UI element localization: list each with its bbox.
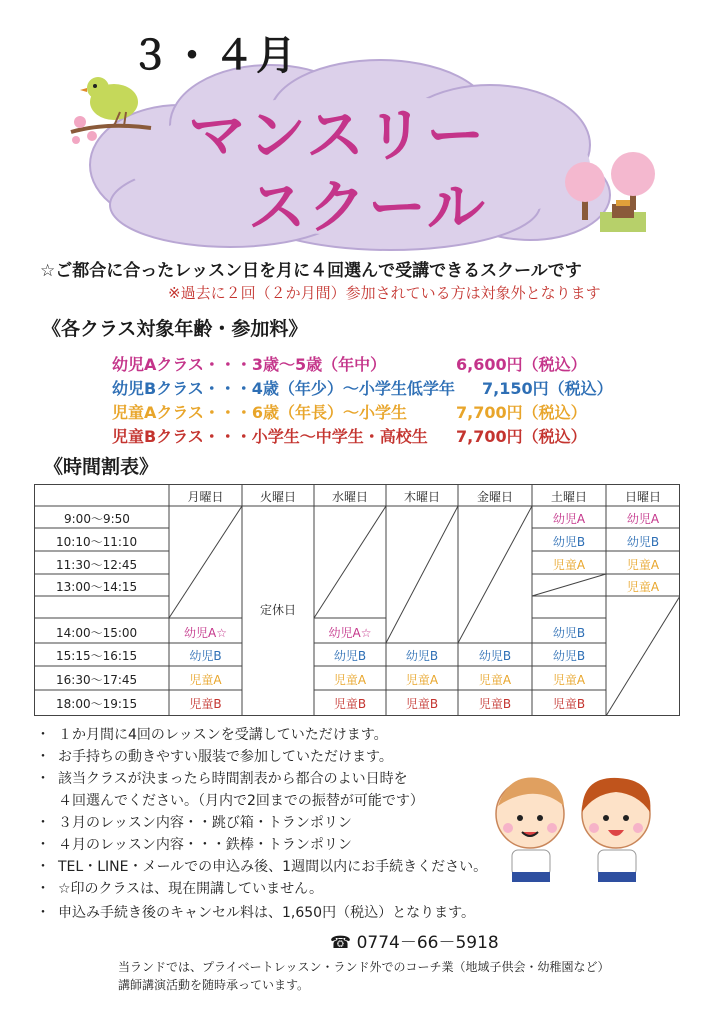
page-title-line2: スクール [248, 173, 487, 241]
class-row [112, 424, 587, 447]
class-price: 6,600円（税込） [456, 355, 587, 374]
slot-class: 幼児B [626, 535, 660, 549]
months-heading: ３・４月 [130, 33, 298, 79]
slot-class: 幼児B [478, 649, 512, 663]
day-header: 火曜日 [259, 490, 296, 504]
info-bullet: ・ １か月間に4回のレッスンを受講していただけます。 [36, 727, 388, 743]
slot-class: 幼児B [552, 626, 586, 640]
time-slot: 13:00～14:15 [56, 580, 138, 594]
class-label: 児童Aクラス・・・6歳（年長）～小学生 [112, 403, 408, 422]
class-label: 幼児Aクラス・・・3歳～5歳（年中） [112, 355, 387, 374]
day-header: 木曜日 [403, 490, 440, 504]
intro-text: ☆ご都合に合ったレッスン日を月に４回選んで受講できるスクールです [40, 261, 582, 281]
slot-class: 児童B [552, 697, 586, 711]
day-header: 月曜日 [187, 490, 224, 504]
phone-icon: ☎ [330, 933, 352, 953]
slot-class: 児童B [189, 697, 222, 711]
info-bullet-continuation: ４回選んでください。（月内で2回までの振替が可能です） [58, 793, 424, 809]
timetable [34, 484, 680, 716]
class-price: 7,700円（税込） [456, 427, 587, 446]
slot-class: 幼児B [552, 649, 586, 663]
slot-class: 児童A [552, 673, 586, 687]
slot-class: 幼児B [189, 649, 222, 663]
time-slot: 11:30～12:45 [56, 558, 138, 572]
page-title-line1: マンスリー [188, 101, 487, 169]
footer-line: 当ランドでは、プライベートレッスン・ランド外でのコーチ業（地域子供会・幼稚園など） [118, 960, 610, 974]
class-label: 児童Bクラス・・・小学生～中学生・高校生 [112, 427, 428, 446]
slot-class: 幼児B [333, 649, 367, 663]
info-bullet: ・ お手持ちの動きやすい服装で参加していただけます。 [36, 749, 393, 765]
bird-illustration [66, 62, 156, 152]
phone-number[interactable]: ☎ 0774－66－5918 [330, 933, 499, 953]
slot-class: 児童B [333, 697, 367, 711]
section-heading-classes: 《各クラス対象年齢・参加料》 [42, 318, 308, 340]
slot-class: 幼児B [552, 535, 586, 549]
info-bullet: ・ 申込み手続き後のキャンセル料は、1,650円（税込）となります。 [36, 905, 475, 921]
slot-class: 児童A [189, 673, 222, 687]
day-header: 日曜日 [624, 490, 661, 504]
slot-class: 児童A [333, 673, 367, 687]
eligibility-note: ※過去に２回（２か月間）参加されている方は対象外となります [168, 284, 601, 302]
time-slot: 16:30～17:45 [56, 673, 138, 687]
day-header: 土曜日 [550, 490, 587, 504]
slot-class: 幼児A☆ [184, 626, 227, 640]
slot-class: 児童A [405, 673, 439, 687]
slot-class: 幼児A☆ [328, 626, 372, 640]
slot-class: 児童A [552, 558, 586, 572]
class-row [112, 400, 587, 423]
day-header: 金曜日 [476, 490, 513, 504]
class-price: 7,700円（税込） [456, 403, 587, 422]
class-row [112, 352, 587, 375]
class-label: 幼児Bクラス・・・4歳（年少）～小学生低学年 [112, 379, 455, 398]
info-bullet: ・ 該当クラスが決まったら時間割表から都合のよい日時を [36, 771, 408, 787]
slot-class: 児童B [478, 697, 512, 711]
info-bullet: ・ ４月のレッスン内容・・・鉄棒・トランポリン [36, 837, 352, 853]
slot-class: 幼児A [552, 512, 586, 526]
closed-day-label: 定休日 [259, 603, 296, 617]
info-bullet: ・ ３月のレッスン内容・・跳び箱・トランポリン [36, 815, 352, 831]
slot-class: 児童A [626, 580, 660, 594]
footer-line: 講師講演活動を随時承っています。 [118, 978, 310, 992]
cherry-tree-illustration [560, 150, 670, 240]
time-slot: 10:10～11:10 [56, 535, 138, 549]
slot-class: 幼児A [626, 512, 660, 526]
time-slot: 15:15～16:15 [56, 649, 138, 663]
slot-class: 幼児B [405, 649, 439, 663]
section-heading-timetable: 《時間割表》 [44, 456, 159, 478]
class-price: 7,150円（税込） [482, 379, 613, 398]
info-bullet: ・ TEL・LINE・メールでの申込み後、1週間以内にお手続きください。 [36, 859, 488, 875]
slot-class: 児童A [478, 673, 512, 687]
time-slot: 18:00～19:15 [56, 697, 138, 711]
day-header: 水曜日 [331, 490, 368, 504]
children-illustration [478, 766, 668, 886]
info-bullet: ・ ☆印のクラスは、現在開講していません。 [36, 881, 323, 897]
class-row [112, 376, 613, 399]
slot-class: 児童B [405, 697, 439, 711]
time-slot: 14:00～15:00 [56, 626, 138, 640]
slot-class: 児童A [626, 558, 660, 572]
time-slot: 9:00～9:50 [64, 512, 130, 526]
